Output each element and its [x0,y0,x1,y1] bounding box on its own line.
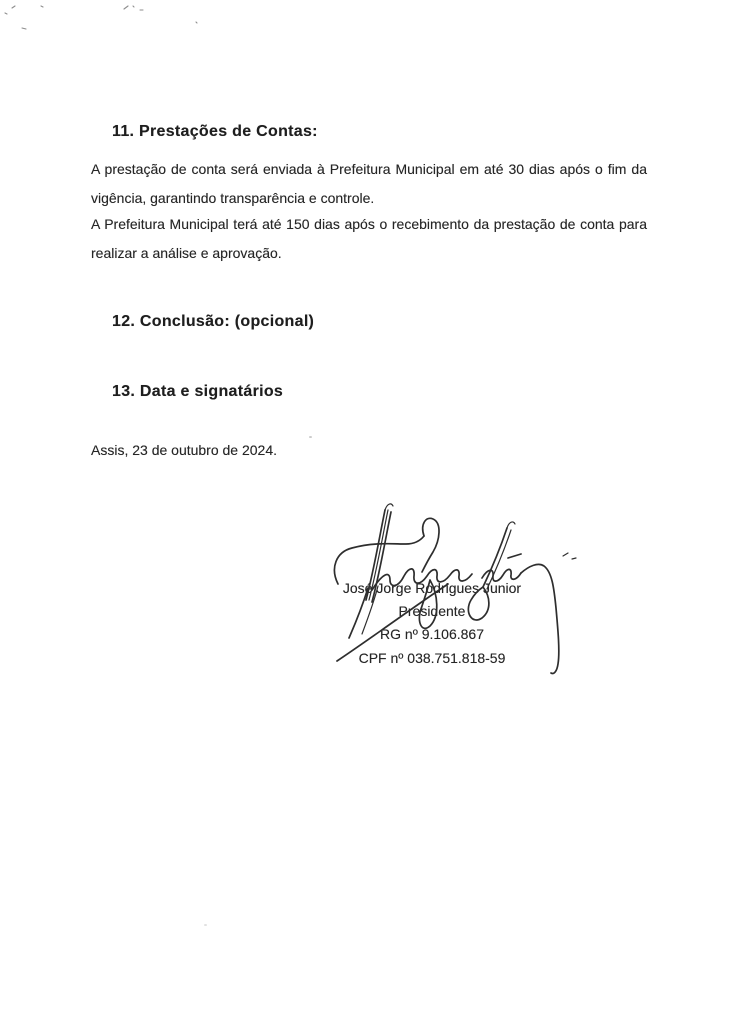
heading-data-signatarios: 13. Data e signatários [112,383,284,400]
heading-prestacoes-de-contas: 11. Prestações de Contas: [112,123,318,140]
scan-noise-marks [0,0,220,40]
paragraph-line: vigência, garantindo transparência e controle. [91,189,375,206]
handwritten-signature [330,496,580,686]
paragraph-line: A prestação de conta será enviada à Prefeitura Municipal em até 30 dias após o fim da [91,161,647,177]
paragraph-prestacao [91,155,647,212]
signature-rg: RG nº 9.106.867 [380,626,484,643]
heading-conclusao: 12. Conclusão: (opcional) [112,313,315,330]
scan-speck [204,924,207,926]
signature-role: Presidente [398,603,466,620]
paragraph-prefeitura [91,210,647,267]
signature-cpf: CPF nº 038.751.818-59 [358,649,506,666]
signature-name: José Jorge Rodrigues Junior [342,580,522,596]
paragraph-line: A Prefeitura Municipal terá até 150 dias após o recebimento da prestação de conta para [91,216,647,232]
date-line: Assis, 23 de outubro de 2024. [91,442,278,458]
paragraph-line: realizar a análise e aprovação. [91,244,282,261]
scan-speck [309,436,312,438]
